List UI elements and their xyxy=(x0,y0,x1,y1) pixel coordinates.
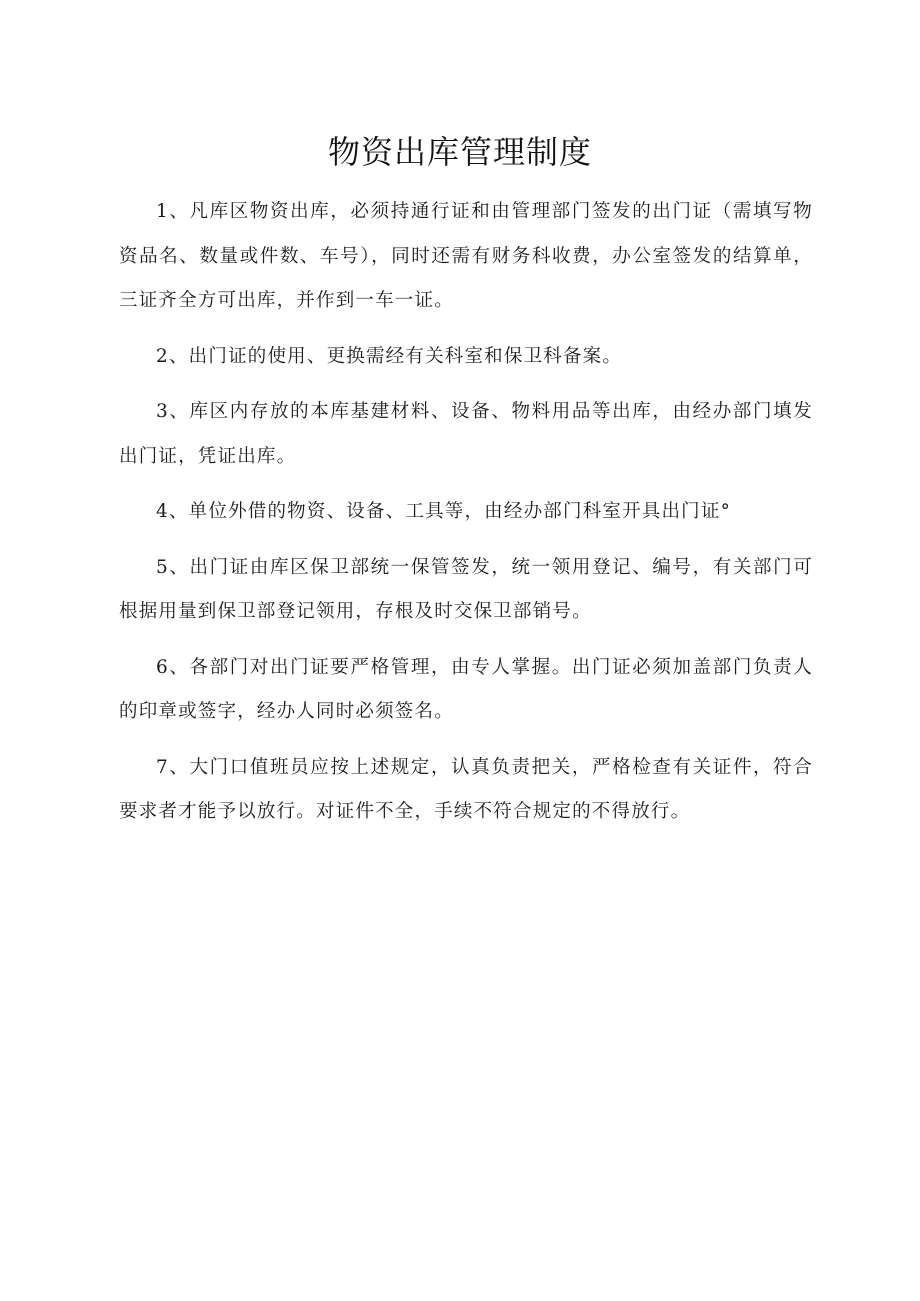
paragraph-1: 1、凡库区物资出库，必须持通行证和由管理部门签发的出门证（需填写物资品名、数量或件数、车号），同时还需有财务科收费，办公室签发的结算单，三证齐全方可出库，并作到一车一证。 xyxy=(119,201,813,311)
paragraph-2: 2、出门证的使用、更换需经有关科室和保卫科备案。 xyxy=(156,345,623,367)
paragraph-5: 5、出门证由库区保卫部统一保管签发，统一领用登记、编号，有关部门可根据用量到保卫部登记领用，存根及时交保卫部销号。 xyxy=(119,556,813,622)
paragraph-4: 4、单位外借的物资、设备、工具等，由经办部门科室开具出门证° xyxy=(156,501,732,522)
document-title: 物资出库管理制度 xyxy=(327,133,592,171)
document-body xyxy=(119,190,813,846)
paragraph-6: 6、各部门对出门证要严格管理，由专人掌握。出门证必须加盖部门负责人的印章或签字，经办人同时必须签名。 xyxy=(119,656,813,722)
paragraph-7: 7、大门口值班员应按上述规定，认真负责把关，严格检查有关证件，符合要求者才能予以放行。对证件不全，手续不符合规定的不得放行。 xyxy=(119,756,813,822)
paragraph-3: 3、库区内存放的本库基建材料、设备、物料用品等出库，由经办部门填发出门证，凭证出库。 xyxy=(119,401,813,467)
